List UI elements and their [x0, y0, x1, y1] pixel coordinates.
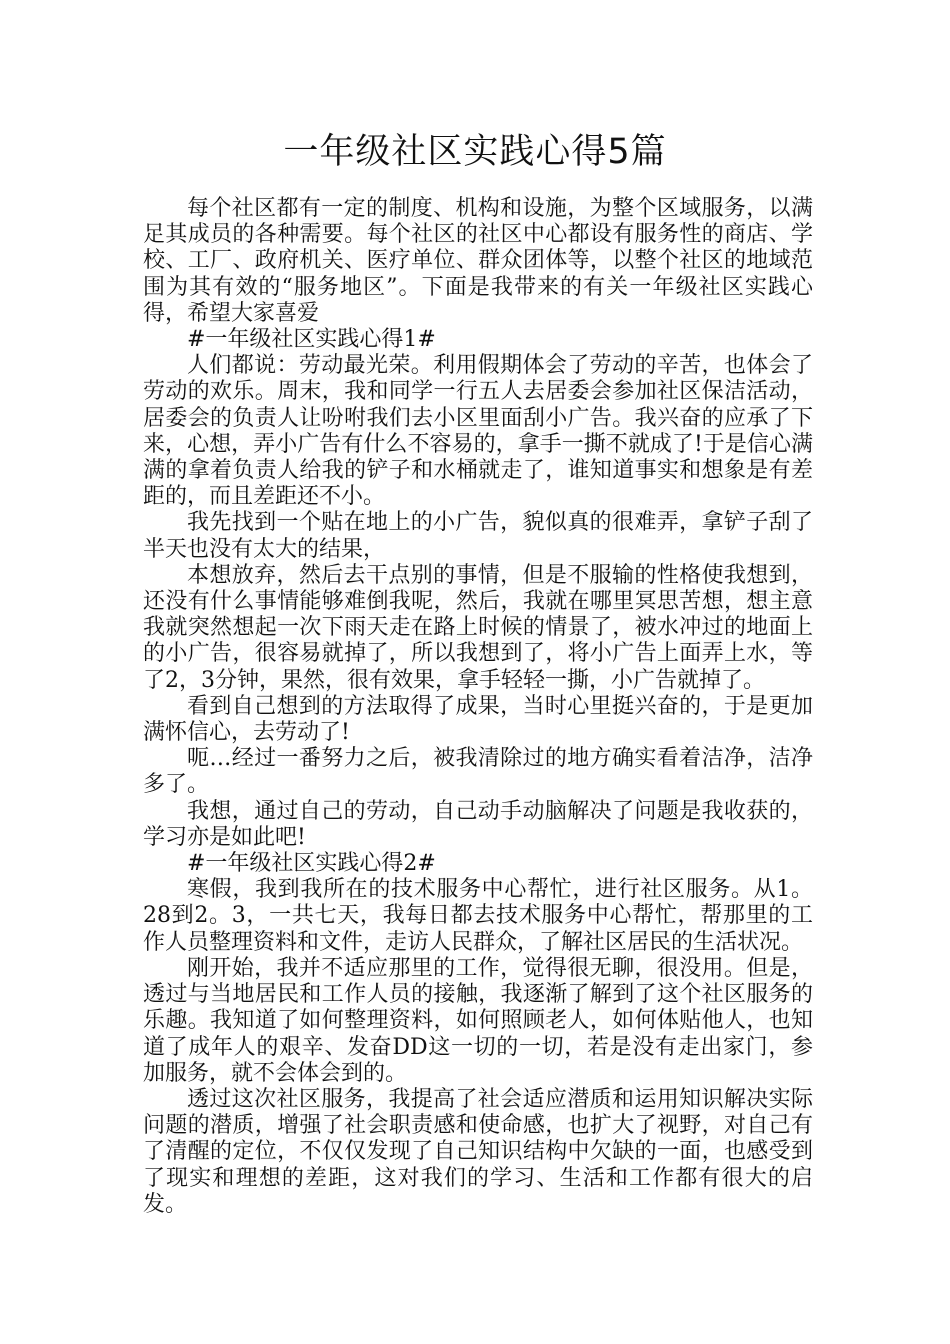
- paragraph: 本想放弃，然后去干点别的事情，但是不服输的性格使我想到，还没有什么事情能够难倒我呢，然后，我就在哪里冥思苦想，想主意我就突然想起一次下雨天走在路上时候的情景了，被水冲过的地面上的小广告，很容易就掉了，所以我想到了，将小广告上面弄上水，等了2，3分钟，果然，很有效果，拿手轻轻一撕，小广告就掉了。: [143, 562, 813, 693]
- paragraph: 刚开始，我并不适应那里的工作，觉得很无聊，很没用。但是，透过与当地居民和工作人员的接触，我逐渐了解到了这个社区服务的乐趣。我知道了如何整理资料，如何照顾老人，如何体贴他人，也知道了成年人的艰辛、发奋DD这一切的一切，若是没有走出家门，参加服务，就不会体会到的。: [143, 955, 813, 1086]
- paragraph: 我想，通过自己的劳动，自己动手动脑解决了问题是我收获的，学习亦是如此吧!: [143, 798, 813, 850]
- paragraph: 透过这次社区服务，我提高了社会适应潜质和运用知识解决实际问题的潜质，增强了社会职责感和使命感，也扩大了视野，对自己有了清醒的定位，不仅仅发现了自己知识结构中欠缺的一面，也感受到了现实和理想的差距，这对我们的学习、生活和工作都有很大的启发。: [143, 1086, 813, 1217]
- paragraph: 人们都说：劳动最光荣。利用假期体会了劳动的辛苦，也体会了劳动的欢乐。周末，我和同学一行五人去居委会参加社区保洁活动，居委会的负责人让吩咐我们去小区里面刮小广告。我兴奋的应承了下来，心想，弄小广告有什么不容易的，拿手一撕不就成了!于是信心满满的拿着负责人给我的铲子和水桶就走了，谁知道事实和想象是有差距的，而且差距还不小。: [143, 353, 813, 510]
- section-heading-1: #一年级社区实践心得1#: [187, 327, 436, 353]
- document-title: 一年级社区实践心得5篇: [283, 132, 667, 172]
- intro-paragraph: 每个社区都有一定的制度、机构和设施，为整个区域服务，以满足其成员的各种需要。每个社区的社区中心都设有服务性的商店、学校、工厂、政府机关、医疗单位、群众团体等，以整个社区的地域范围为其有效的“服务地区”。下面是我带来的有关一年级社区实践心得，希望大家喜爱: [143, 196, 813, 326]
- paragraph: 呃…经过一番努力之后，被我清除过的地方确实看着洁净，洁净多了。: [143, 746, 813, 798]
- paragraph: 寒假，我到我所在的技术服务中心帮忙，进行社区服务。从1。28到2。3，一共七天，我每日都去技术服务中心帮忙，帮那里的工作人员整理资料和文件，走访人民群众，了解社区居民的生活状况。: [143, 877, 813, 955]
- document-body: [143, 196, 813, 1218]
- paragraph: 我先找到一个贴在地上的小广告，貌似真的很难弄，拿铲子刮了半天也没有太大的结果，: [143, 510, 813, 562]
- section-heading-2: #一年级社区实践心得2#: [187, 851, 436, 877]
- paragraph: 看到自己想到的方法取得了成果，当时心里挺兴奋的，于是更加满怀信心，去劳动了!: [143, 693, 813, 746]
